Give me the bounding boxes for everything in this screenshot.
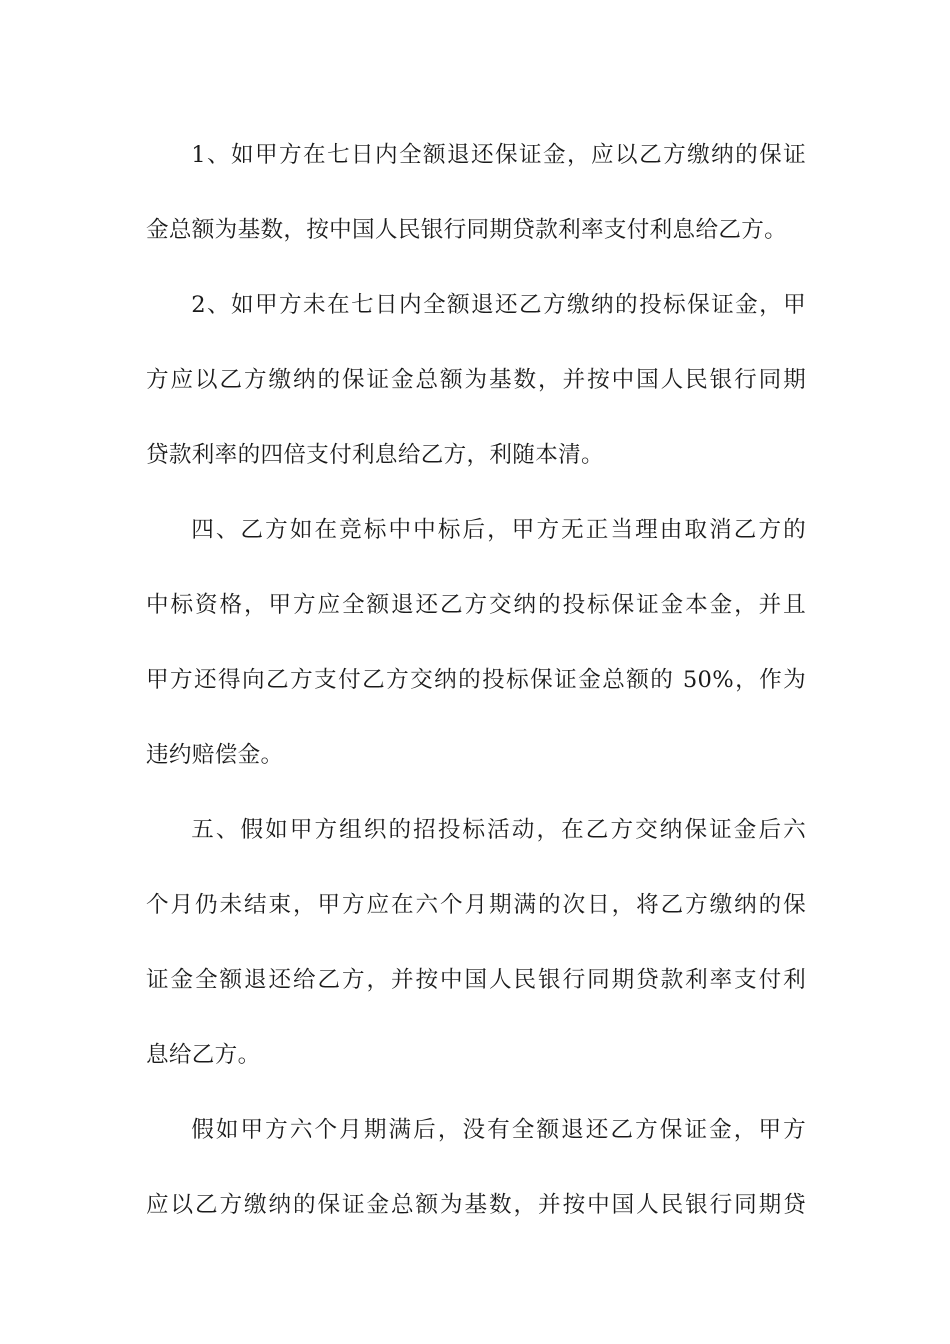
paragraph-clause-2 [146, 268, 806, 493]
paragraph-section-4 [146, 493, 806, 793]
text-line: 违约赔偿金。 [146, 742, 284, 768]
text-line: 应以乙方缴纳的保证金总额为基数，并按中国人民银行同期贷 [146, 1192, 806, 1218]
paragraph-clause-1 [146, 118, 806, 268]
text-line: 假如甲方六个月期满后，没有全额退还乙方保证金，甲方 [191, 1117, 806, 1143]
text-line: 1、如甲方在七日内全额退还保证金，应以乙方缴纳的保证 [191, 142, 806, 168]
paragraph-section-5 [146, 793, 806, 1093]
text-line: 中标资格，甲方应全额退还乙方交纳的投标保证金本金，并且 [146, 592, 806, 618]
text-line: 方应以乙方缴纳的保证金总额为基数，并按中国人民银行同期 [146, 367, 806, 393]
text-line: 个月仍未结束，甲方应在六个月期满的次日，将乙方缴纳的保 [146, 892, 806, 918]
text-line: 甲方还得向乙方支付乙方交纳的投标保证金总额的 50%，作为 [146, 667, 806, 693]
text-line: 2、如甲方未在七日内全额退还乙方缴纳的投标保证金，甲 [191, 292, 806, 318]
document-body [146, 118, 806, 1243]
text-line: 息给乙方。 [146, 1042, 261, 1068]
text-line: 证金全额退还给乙方，并按中国人民银行同期贷款利率支付利 [146, 967, 806, 993]
paragraph-section-5-continued [146, 1093, 806, 1243]
text-line: 金总额为基数，按中国人民银行同期贷款利率支付利息给乙方。 [146, 217, 788, 243]
text-line: 四、乙方如在竞标中中标后，甲方无正当理由取消乙方的 [191, 517, 806, 543]
text-line: 贷款利率的四倍支付利息给乙方，利随本清。 [146, 442, 604, 468]
text-line: 五、假如甲方组织的招投标活动，在乙方交纳保证金后六 [191, 817, 806, 843]
